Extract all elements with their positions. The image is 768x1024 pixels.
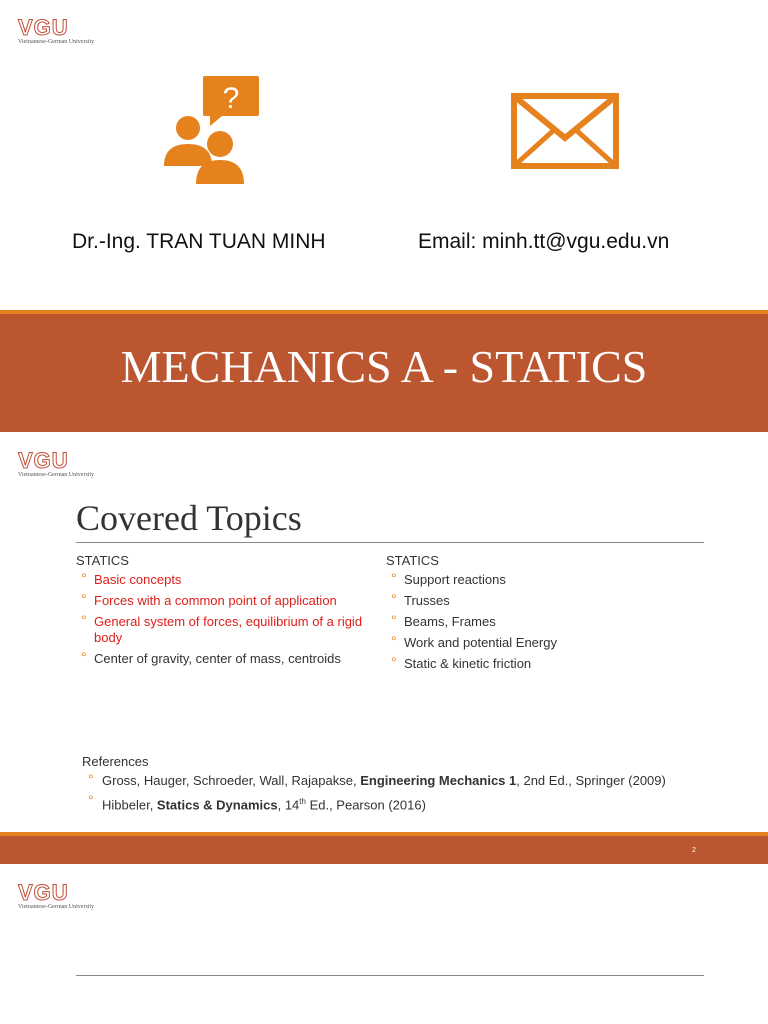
right-topics-column [386, 553, 686, 677]
footer-band [0, 836, 768, 864]
envelope-icon [510, 92, 620, 170]
people-question-icon [160, 74, 264, 186]
svg-text:?: ? [222, 82, 240, 115]
logo-subtitle: Vietnamese-German University [18, 472, 95, 478]
lecturer-name: Dr.-Ing. TRAN TUAN MINH [72, 230, 326, 253]
list-item: ° Center of gravity, center of mass, centroids [76, 651, 386, 667]
list-item: ° Basic concepts [76, 572, 386, 588]
list-item: ° General system of forces, equilibrium of a rigid body [76, 614, 386, 646]
vgu-logo [18, 15, 95, 45]
title-divider [76, 542, 704, 543]
list-item: ° Trusses [386, 593, 686, 609]
list-item: ° Static & kinetic friction [386, 656, 686, 672]
topic-list [386, 572, 686, 672]
vgu-logo-slide2 [18, 448, 95, 478]
list-item: ° Beams, Frames [386, 614, 686, 630]
logo-mark: VGU [18, 448, 69, 473]
references-heading: References [82, 754, 149, 769]
page-number: 2 [692, 847, 696, 854]
list-item: ° Work and potential Energy [386, 635, 686, 651]
logo-subtitle: Vietnamese-German University [18, 39, 95, 45]
logo-mark: VGU [18, 880, 69, 905]
column-heading: STATICS [76, 553, 129, 568]
logo-mark: VGU [18, 15, 69, 40]
list-item: ° Forces with a common point of application [76, 593, 386, 609]
slide-title: Covered Topics [76, 498, 302, 538]
reference-item: ° Gross, Hauger, Schroeder, Wall, Rajapakse, Engineering Mechanics 1, 2nd Ed., Springer (2009) [82, 773, 722, 789]
course-title: MECHANICS A - STATICS [120, 341, 648, 392]
reference-list [82, 773, 722, 813]
list-item: ° Support reactions [386, 572, 686, 588]
references [82, 754, 722, 818]
logo-subtitle: Vietnamese-German University [18, 904, 95, 910]
title-divider [76, 975, 704, 976]
vgu-logo-slide3 [18, 880, 95, 910]
reference-item: ° Hibbeler, Statics & Dynamics, 14th Ed., Pearson (2016) [82, 794, 722, 813]
left-topics-column [76, 553, 386, 672]
lecturer-email: Email: minh.tt@vgu.edu.vn [418, 230, 670, 253]
column-heading: STATICS [386, 553, 439, 568]
topic-list [76, 572, 386, 667]
